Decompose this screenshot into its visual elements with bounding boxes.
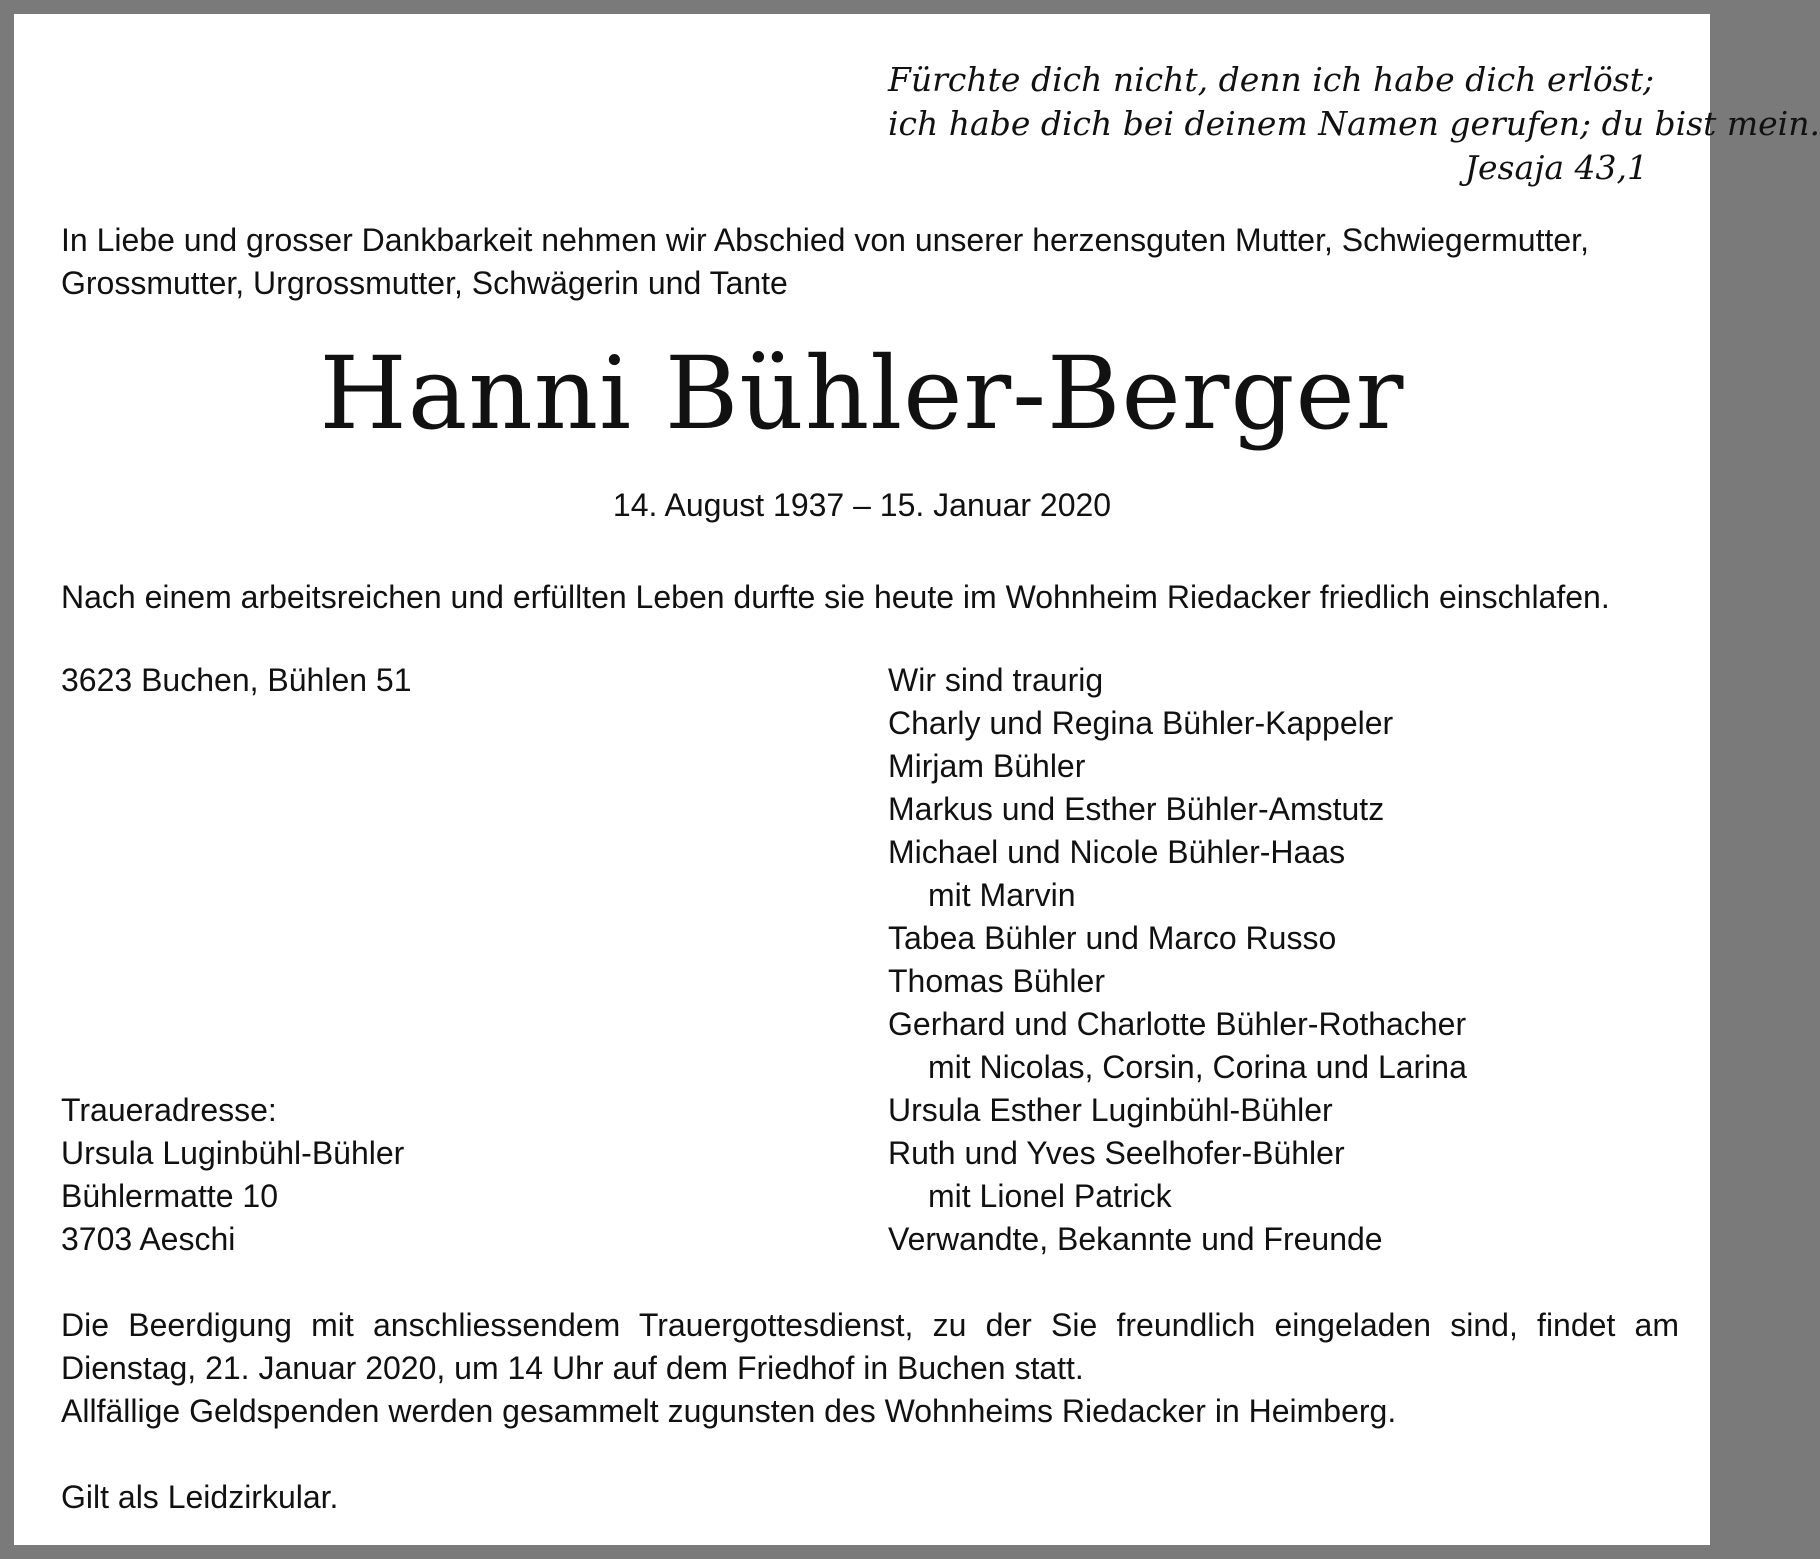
- family-member: Michael und Nicole Bühler-Haas: [888, 834, 1346, 870]
- burial-line-3: Allfällige Geldspenden werden gesammelt zugunsten des Wohnheims Riedacker in Heimberg.: [61, 1393, 1397, 1429]
- family-member: Verwandte, Bekannte und Freunde: [888, 1221, 1383, 1257]
- intro-text: [61, 219, 1679, 305]
- family-member: Thomas Bühler: [888, 963, 1105, 999]
- deceased-name: Hanni Bühler-Berger: [319, 335, 1405, 452]
- mourning-address: [61, 1089, 404, 1261]
- family-member: Tabea Bühler und Marco Russo: [888, 920, 1337, 956]
- mourning-address-street: Bühlermatte 10: [61, 1178, 279, 1214]
- family-member: Ruth und Yves Seelhofer-Bühler: [888, 1135, 1345, 1171]
- family-member: Charly und Regina Bühler-Kappeler: [888, 705, 1394, 741]
- burial-line-2: Dienstag, 21. Januar 2020, um 14 Uhr auf dem Friedhof in Buchen statt.: [61, 1350, 1084, 1386]
- life-dates: 14. August 1937 – 15. Januar 2020: [612, 487, 1112, 523]
- bible-verse: [888, 58, 1820, 190]
- verse-line-2: ich habe dich bei deinem Namen gerufen; du bist mein.: [888, 104, 1820, 143]
- mourning-address-label: Traueradresse:: [61, 1092, 277, 1128]
- family-member: Gerhard und Charlotte Bühler-Rothacher: [888, 1006, 1467, 1042]
- family-member: Markus und Esther Bühler-Amstutz: [888, 791, 1385, 827]
- family-member: Mirjam Bühler: [888, 748, 1086, 784]
- mourning-address-city: 3703 Aeschi: [61, 1221, 236, 1257]
- home-address: 3623 Buchen, Bühlen 51: [61, 662, 412, 698]
- passing-text: Nach einem arbeitsreichen und erfüllten Leben durfte sie heute im Wohnheim Riedacker friedlich einschlafen.: [61, 579, 1610, 615]
- intro-line-1: In Liebe und grosser Dankbarkeit nehmen wir Abschied von unserer herzensguten Mutter, Schwiegermutter,: [61, 222, 1589, 258]
- family-member-child: mit Lionel Patrick: [928, 1178, 1172, 1214]
- obituary-notice: [14, 14, 1820, 1545]
- family-member-child: mit Nicolas, Corsin, Corina und Larina: [928, 1049, 1467, 1085]
- family-list: [888, 659, 1467, 1261]
- burial-line-1: Die Beerdigung mit anschliessendem Trauergottesdienst, zu der Sie freundlich eingeladen sind, findet am: [61, 1307, 1679, 1343]
- family-member-child: mit Marvin: [928, 877, 1076, 913]
- mourning-address-name: Ursula Luginbühl-Bühler: [61, 1135, 405, 1171]
- circular-note: Gilt als Leidzirkular.: [61, 1479, 339, 1515]
- family-heading: Wir sind traurig: [888, 662, 1104, 698]
- verse-reference: Jesaja 43,1: [1464, 148, 1648, 187]
- intro-line-2: Grossmutter, Urgrossmutter, Schwägerin und Tante: [61, 265, 788, 301]
- verse-line-1: Fürchte dich nicht, denn ich habe dich erlöst;: [888, 60, 1655, 99]
- family-member: Ursula Esther Luginbühl-Bühler: [888, 1092, 1333, 1128]
- burial-info: [61, 1304, 1679, 1433]
